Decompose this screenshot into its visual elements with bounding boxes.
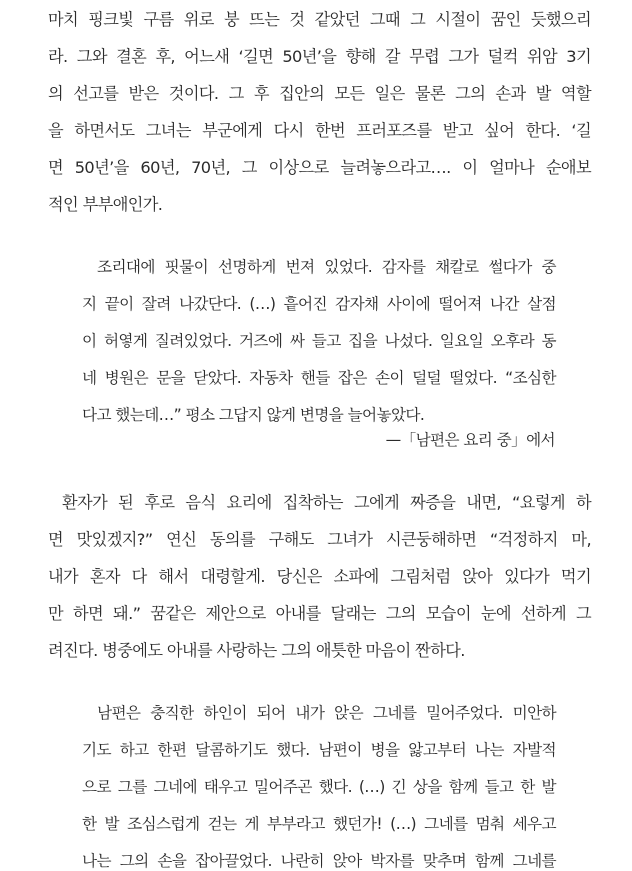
- quote-line: 지 끝이 잘려 나갔단다. (…) 흩어진 감자채 사이에 떨어져 나간 살점: [82, 295, 556, 313]
- text-line: 마치 핑크빛 구름 위로 붕 뜨는 것 같았던 그때 그 시절이 꿈인 듯했으리: [48, 10, 591, 29]
- quote-line: 조리대에 핏물이 선명하게 번져 있었다. 감자를 채칼로 썰다가 중: [97, 258, 556, 276]
- quote-line: 남편은 충직한 하인이 되어 내가 앉은 그네를 밀어주었다. 미안하: [97, 704, 556, 722]
- text-line: 면 50년’을 60년, 70년, 그 이상으로 늘려놓으라고…. 이 얼마나 순애보: [48, 158, 591, 177]
- quote-line: 나는 그의 손을 잡아끌었다. 나란히 앉아 박자를 맞추며 함께 그네를: [82, 852, 556, 870]
- text-line: 을 하면서도 그녀는 부군에게 다시 한번 프러포즈를 받고 싶어 한다. ‘길: [48, 121, 591, 140]
- quote-line: 한 발 조심스럽게 걷는 게 부부라고 했던가! (…) 그네를 멈춰 세우고: [82, 815, 556, 833]
- text-line: 려진다. 병중에도 아내를 사랑하는 그의 애틋한 마음이 짠하다.: [48, 641, 465, 660]
- quote-line: 네 병원은 문을 닫았다. 자동차 핸들 잡은 손이 덜덜 떨었다. “조심한: [82, 369, 556, 387]
- quote-line: 기도 하고 한편 달콤하기도 했다. 남편이 병을 앓고부터 나는 자발적: [82, 741, 556, 759]
- quote-line: 으로 그를 그네에 태우고 밀어주곤 했다. (…) 긴 상을 함께 들고 한 발: [82, 778, 556, 796]
- quote-attribution: —「남편은 요리 중」에서: [385, 431, 555, 449]
- text-line: 환자가 된 후로 음식 요리에 집착하는 그에게 짜증을 내면, “요렇게 하: [62, 493, 591, 512]
- quote-line: 이 허옇게 질려있었다. 거즈에 싸 들고 집을 나섰다. 일요일 오후라 동: [82, 332, 556, 350]
- text-line: 만 하면 돼.” 꿈같은 제안으로 아내를 달래는 그의 모습이 눈에 선하게 그: [48, 604, 591, 623]
- quote-line: 다고 했는데…” 평소 그답지 않게 변명을 늘어놓았다.: [82, 406, 425, 424]
- text-line: 라. 그와 결혼 후, 어느새 ‘길면 50년’을 향해 갈 무렵 그가 덜컥 위암 3기: [48, 47, 591, 66]
- text-line: 의 선고를 받은 것이다. 그 후 집안의 모든 일은 물론 그의 손과 발 역할: [48, 84, 591, 103]
- text-line: 적인 부부애인가.: [48, 195, 163, 214]
- text-line: 면 맛있겠지?” 연신 동의를 구해도 그녀가 시큰둥해하면 “걱정하지 마,: [48, 530, 591, 549]
- text-line: 내가 혼자 다 해서 대령할게. 당신은 소파에 그림처럼 앉아 있다가 먹기: [48, 567, 591, 586]
